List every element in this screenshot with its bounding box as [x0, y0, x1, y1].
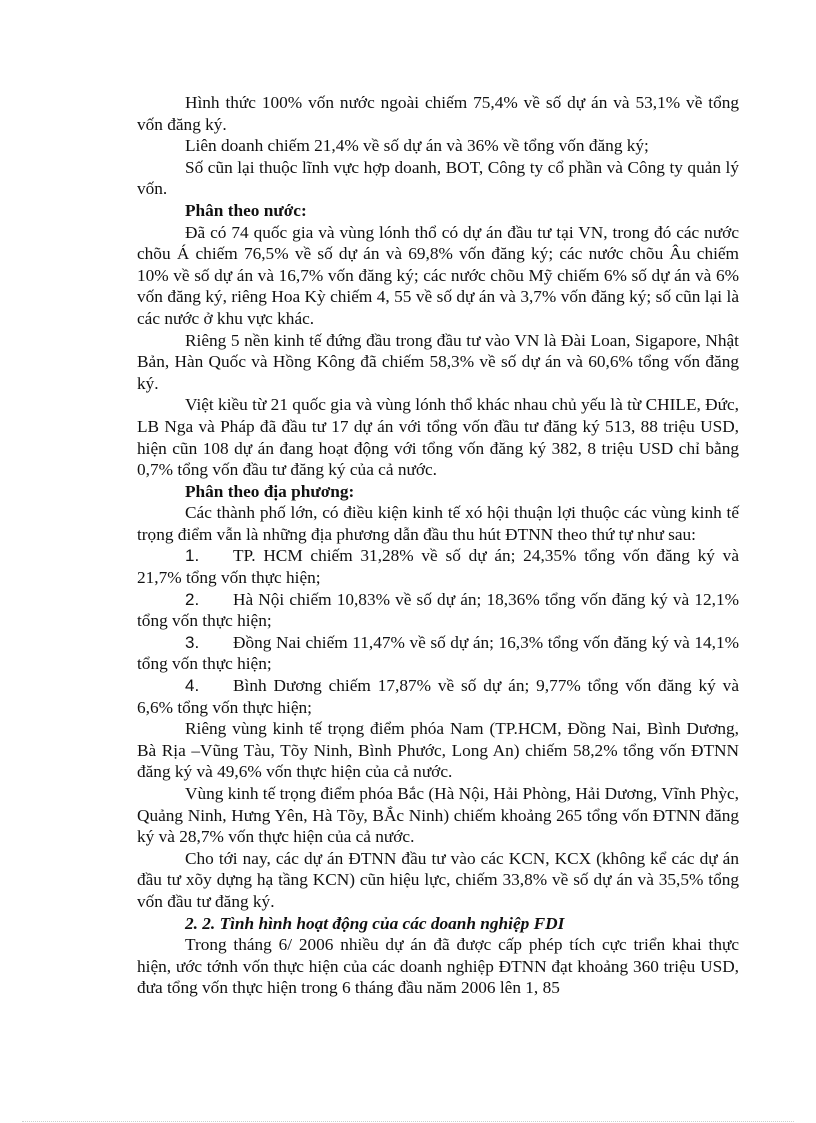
paragraph-northern-zone: Vùng kinh tế trọng điểm phóa Bắc (Hà Nội, Hải Phòng, Hải Dương, Vĩnh Phỳc, Quảng Ninh, Hưng Yên, Hà Tõy, BẮc Ninh) chiếm khoảng 265 tổng vốn ĐTNN đăng ký và 28,7% vốn thực hiện của cả nước. — [137, 784, 739, 847]
heading-by-region: Phân theo địa phương: — [185, 481, 355, 501]
list-number: 1. — [185, 546, 200, 566]
paragraph-overseas-vietnamese: Việt kiều từ 21 quốc gia và vùng lónh thổ khác nhau chủ yếu là từ CHILE, Đức, LB Nga và Pháp đã đầu tư 17 dự án với tổng vốn đầu tư đăng ký 513, 88 triệu USD, hiện cũn 108 dự án đang hoạt động với tổng vốn đăng ký 382, 8 triệu USD chỉ bằng 0,7% tổng vốn đầu tư đăng ký của cả nước. — [137, 395, 739, 480]
list-item — [137, 545, 739, 588]
paragraph-southern-zone: Riêng vùng kinh tế trọng điểm phóa Nam (TP.HCM, Đồng Nai, Bình Dương, Bà Rịa –Vũng Tàu, Tõy Ninh, Bình Phước, Long An) chiếm 58,2% tổng vốn ĐTNN đăng ký và 49,6% vốn thực hiện của cả nước. — [137, 719, 739, 782]
document-page — [137, 92, 739, 999]
list-item — [137, 632, 739, 675]
list-item — [137, 589, 739, 632]
paragraph-countries: Đã có 74 quốc gia và vùng lónh thổ có dự án đầu tư tại VN, trong đó các nước chõu Á chiếm 76,5% về số dự án và 69,8% vốn đăng ký; các nước chõu Âu chiếm 10% về số dự án và 16,7% vốn đăng ký; các nước chõu Mỹ chiếm 6% số dự án và 6% vốn đăng ký, riêng Hoa Kỳ chiếm 4, 55 về số dự án và 3,7% vốn đăng ký; số cũn lại là các nước ở khu vực khác. — [137, 222, 739, 328]
paragraph-remaining: Số cũn lại thuộc lĩnh vực hợp doanh, BOT, Công ty cổ phần và Công ty quản lý vốn. — [137, 157, 739, 199]
paragraph-foreign-owned: Hình thức 100% vốn nước ngoài chiếm 75,4% về số dự án và 53,1% về tổng vốn đăng ký. — [137, 93, 739, 134]
paragraph-cities: Các thành phố lớn, có điều kiện kinh tế xó hội thuận lợi thuộc các vùng kinh tế trọng điểm vẫn là những địa phương dẫn đầu thu hút ĐTNN theo thứ tự như sau: — [137, 503, 739, 544]
list-number: 4. — [185, 676, 200, 696]
paragraph-june-2006: Trong tháng 6/ 2006 nhiều dự án đã được cấp phép tích cực triển khai thực hiện, ước tớnh vốn thực hiện của các doanh nghiệp ĐTNN đạt khoảng 360 triệu USD, đưa tổng vốn thực hiện trong 6 tháng đầu năm 2006 lên 1, 85 — [137, 935, 739, 998]
heading-by-country: Phân theo nước: — [185, 200, 307, 220]
list-item — [137, 675, 739, 718]
list-number: 2. — [185, 589, 200, 609]
section-heading-fdi: 2. 2. Tình hình hoạt động của các doanh nghiệp FDI — [185, 913, 565, 933]
list-number: 3. — [185, 632, 200, 652]
list-text: Bình Dương chiếm 17,87% về số dự án; 9,77% tổng vốn đăng ký và 6,6% tổng vốn thực hiện; — [137, 676, 739, 717]
list-text: TP. HCM chiếm 31,28% về số dự án; 24,35% tổng vốn đăng ký và 21,7% tổng vốn thực hiện; — [137, 546, 739, 588]
paragraph-industrial-zones: Cho tới nay, các dự án ĐTNN đầu tư vào các KCN, KCX (không kể các dự án đầu tư xõy dựng hạ tầng KCN) cũn hiệu lực, chiếm 33,8% về số dự án và 35,5% tổng vốn đầu tư đăng ký. — [137, 848, 739, 911]
paragraph-joint-venture: Liên doanh chiếm 21,4% về số dự án và 36% về tổng vốn đăng ký; — [185, 136, 649, 156]
paragraph-top-five: Riêng 5 nền kinh tế đứng đầu trong đầu tư vào VN là Đài Loan, Sigapore, Nhật Bản, Hàn Quốc và Hồng Kông đã chiếm 58,3% về số dự án và 60,6% tổng vốn đăng ký. — [137, 330, 739, 393]
list-text: Đồng Nai chiếm 11,47% về số dự án; 16,3% tổng vốn đăng ký và 14,1% tổng vốn thực hiện; — [137, 632, 739, 674]
page-bottom-divider — [22, 1121, 794, 1122]
list-text: Hà Nội chiếm 10,83% về số dự án; 18,36% tổng vốn đăng ký và 12,1% tổng vốn thực hiện; — [137, 589, 739, 631]
